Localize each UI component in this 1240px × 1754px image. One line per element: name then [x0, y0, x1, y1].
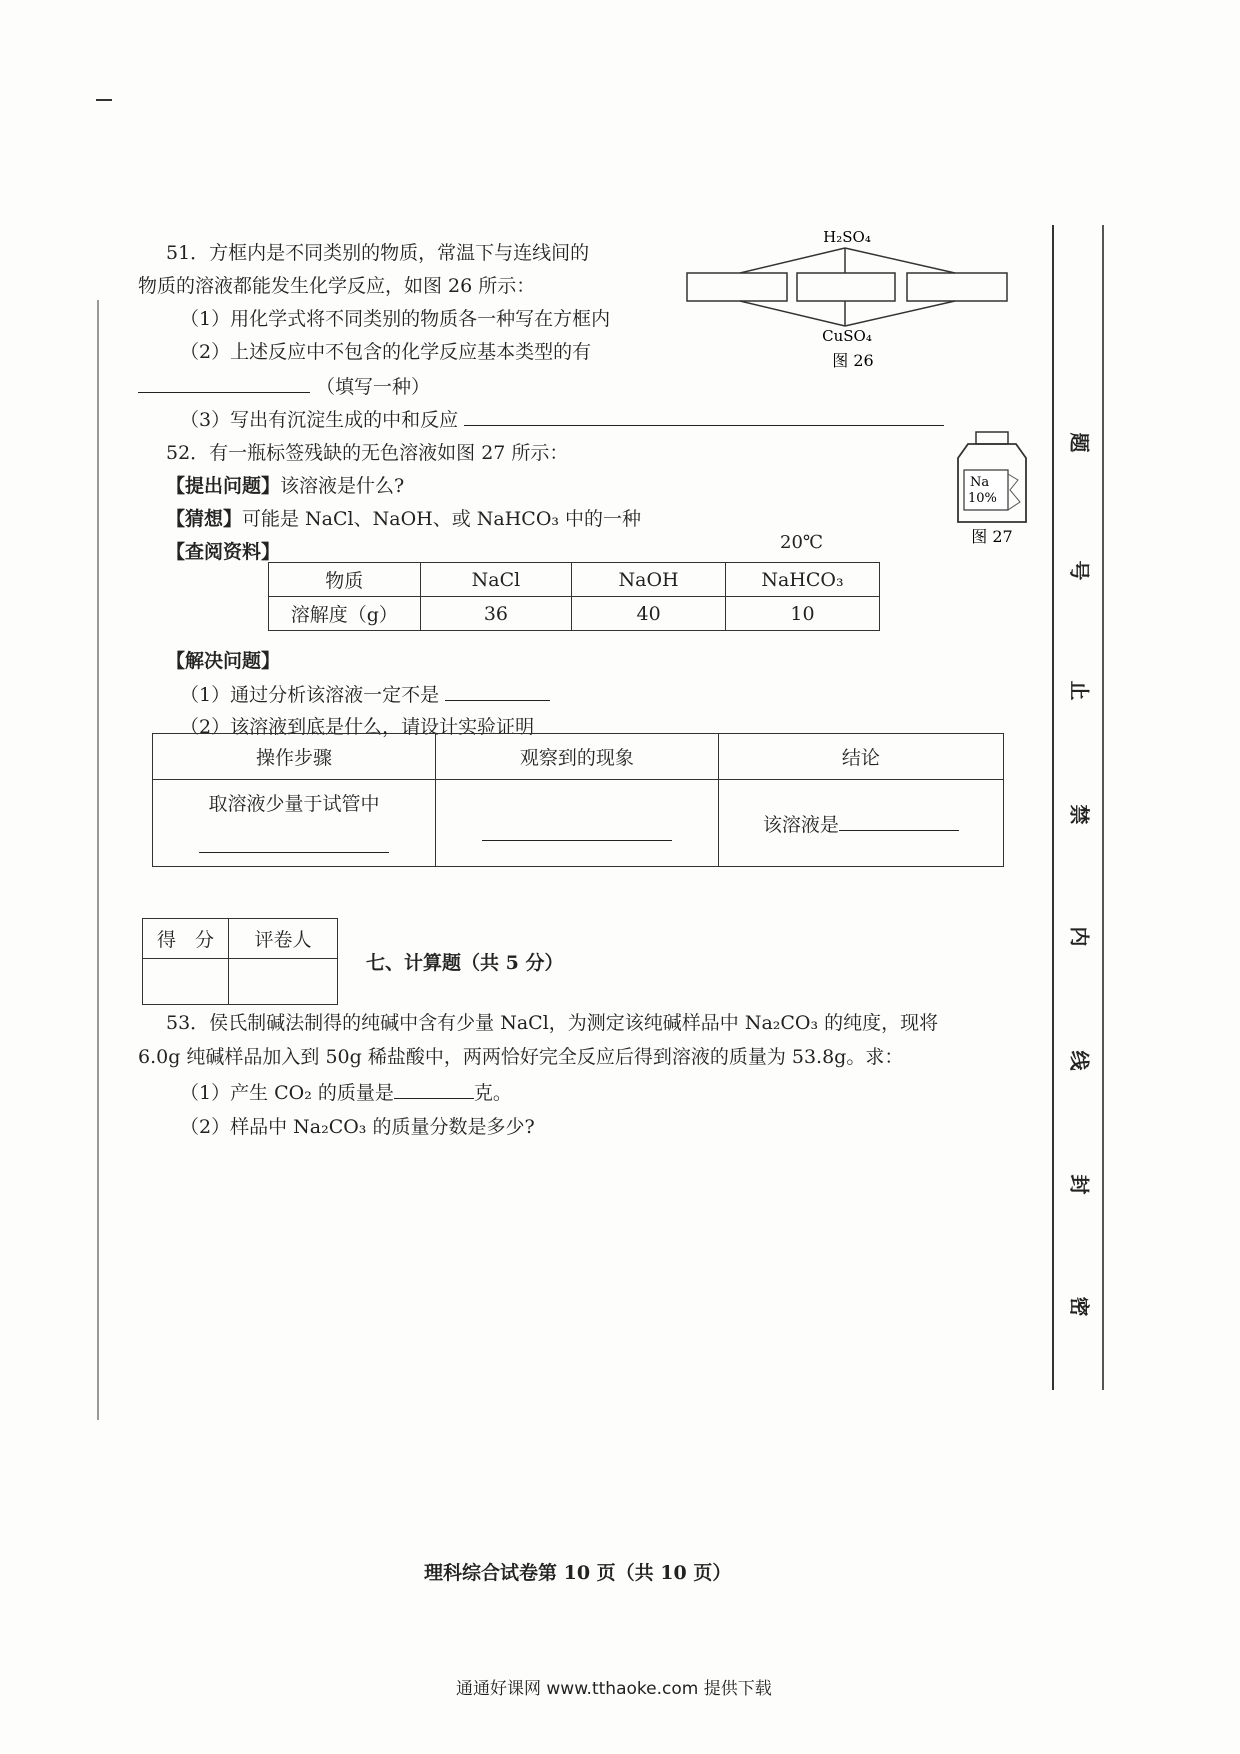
sol-row-label: 溶解度（g）	[269, 597, 421, 631]
sol-header-naoh: NaOH	[572, 563, 726, 597]
q53-line1: 53．侯氏制碱法制得的纯碱中含有少量 NaCl，为测定该纯碱样品中 Na₂CO₃ 的纯度，现将	[166, 1012, 939, 1034]
q51-part2-blank[interactable]	[138, 374, 310, 393]
fig26-top-label: H₂SO₄	[823, 228, 871, 246]
side-char-8: 密	[1067, 1296, 1092, 1317]
exp-cell-conclusion	[718, 780, 1003, 867]
fig26-caption: 图 26	[832, 351, 874, 370]
sol-value-nahco3: 10	[725, 597, 879, 631]
experiment-table	[152, 733, 1004, 867]
q52-solve-tag: 【解决问题】	[166, 650, 281, 672]
q53-part1-blank[interactable]	[394, 1080, 474, 1099]
q52-ask-text: 该溶液是什么?	[280, 475, 405, 497]
figure-26	[680, 228, 1020, 373]
sol-header-substance: 物质	[269, 563, 421, 597]
exp-conclusion-text: 该溶液是	[762, 813, 839, 836]
score-box-grader: 评卷人	[228, 919, 337, 959]
download-credit: 通通好课网 www.tthaoke.com 提供下载	[456, 1679, 772, 1699]
q52-guess-tag: 【猜想】	[166, 508, 243, 530]
score-box-score-cell[interactable]	[143, 959, 229, 1005]
binding-line-outer	[1102, 225, 1104, 1390]
fig26-box-1[interactable]	[687, 273, 787, 301]
q52-solve-2: （2）该溶液到底是什么，请设计实验证明	[180, 716, 535, 738]
q53-part1	[180, 1078, 512, 1105]
fig26-link	[740, 301, 845, 326]
solubility-table	[268, 562, 880, 631]
fig26-box-3[interactable]	[907, 273, 1007, 301]
score-box	[142, 918, 338, 1005]
exp-cell-steps	[153, 780, 436, 867]
q51-part3	[180, 405, 944, 432]
bottle-label-line2: 10%	[968, 491, 997, 506]
q52-line1: 52．有一瓶标签残缺的无色溶液如图 27 所示：	[166, 442, 569, 464]
q52-ask-tag: 【提出问题】	[166, 475, 281, 497]
q53-line2: 6.0g 纯碱样品加入到 50g 稀盐酸中，两两恰好完全反应后得到溶液的质量为 53.8g。求：	[138, 1046, 904, 1068]
q52-guess-text: 可能是 NaCl、NaOH、或 NaHCO₃ 中的一种	[242, 508, 642, 530]
bottle-label-line1: Na	[970, 475, 990, 490]
bottle-cap	[976, 432, 1008, 444]
side-char-3: 止	[1067, 680, 1092, 701]
q52-solve-1-blank[interactable]	[445, 682, 550, 701]
q51-part3-label: （3）写出有沉淀生成的中和反应	[180, 409, 459, 431]
q52-temperature: 20℃	[780, 532, 824, 553]
q53-part2: （2）样品中 Na₂CO₃ 的质量分数是多少?	[180, 1116, 535, 1138]
q51-line2: 物质的溶液都能发生化学反应，如图 26 所示：	[138, 275, 536, 297]
side-char-1: 题	[1067, 432, 1092, 453]
q51-part2: （2）上述反应中不包含的化学反应基本类型的有	[180, 341, 592, 363]
fig26-link	[845, 248, 955, 273]
side-char-4: 禁	[1067, 804, 1092, 825]
score-box-score: 得 分	[143, 919, 229, 959]
side-char-7: 封	[1067, 1174, 1092, 1195]
q52-guess	[166, 504, 641, 531]
sol-value-naoh: 40	[572, 597, 726, 631]
q51-part1: （1）用化学式将不同类别的物质各一种写在方框内	[180, 308, 611, 330]
side-char-6: 线	[1067, 1050, 1092, 1071]
q51-part2-hint: （填写一种）	[316, 376, 431, 398]
fig27-caption: 图 27	[971, 527, 1013, 546]
q53-part1-unit: 克。	[473, 1082, 512, 1104]
corner-mark	[96, 99, 112, 101]
sol-header-nahco3: NaHCO₃	[725, 563, 879, 597]
q53-part1-label: （1）产生 CO₂ 的质量是	[180, 1082, 394, 1104]
exp-steps-text: 取溶液少量于试管中	[208, 792, 380, 815]
exp-steps-blank[interactable]	[199, 834, 389, 853]
binding-line-inner	[1052, 225, 1054, 1390]
fig26-link	[845, 301, 955, 326]
q52-ask	[166, 471, 404, 498]
score-box-grader-cell[interactable]	[228, 959, 337, 1005]
q52-ref-tag: 【查阅资料】	[166, 541, 281, 563]
exp-conclusion-blank[interactable]	[839, 812, 959, 831]
q52-solve-1-label: （1）通过分析该溶液一定不是	[180, 684, 440, 706]
bottle-torn-edge	[1008, 474, 1020, 510]
section-7-title: 七、计算题（共 5 分）	[366, 952, 564, 974]
q51-part2-answer	[138, 372, 430, 399]
q51-line1: 51．方框内是不同类别的物质，常温下与连线间的	[166, 242, 590, 264]
exp-header-steps: 操作步骤	[153, 734, 436, 780]
fig26-box-2[interactable]	[797, 273, 895, 301]
fig26-bottom-label: CuSO₄	[822, 327, 872, 345]
q51-part3-blank[interactable]	[464, 407, 944, 426]
page-footer: 理科综合试卷第 10 页（共 10 页）	[424, 1562, 732, 1584]
exp-header-conclusion: 结论	[718, 734, 1003, 780]
exp-observation-blank[interactable]	[482, 822, 672, 841]
sol-header-nacl: NaCl	[420, 563, 572, 597]
side-char-5: 内	[1067, 926, 1092, 947]
side-char-2: 号	[1067, 560, 1092, 581]
fig26-link	[740, 248, 845, 273]
figure-27	[948, 430, 1048, 548]
q52-solve-1	[180, 680, 550, 707]
exp-header-observation: 观察到的现象	[435, 734, 718, 780]
exp-cell-observation	[435, 780, 718, 867]
sol-value-nacl: 36	[420, 597, 572, 631]
left-margin-line	[97, 300, 99, 1420]
